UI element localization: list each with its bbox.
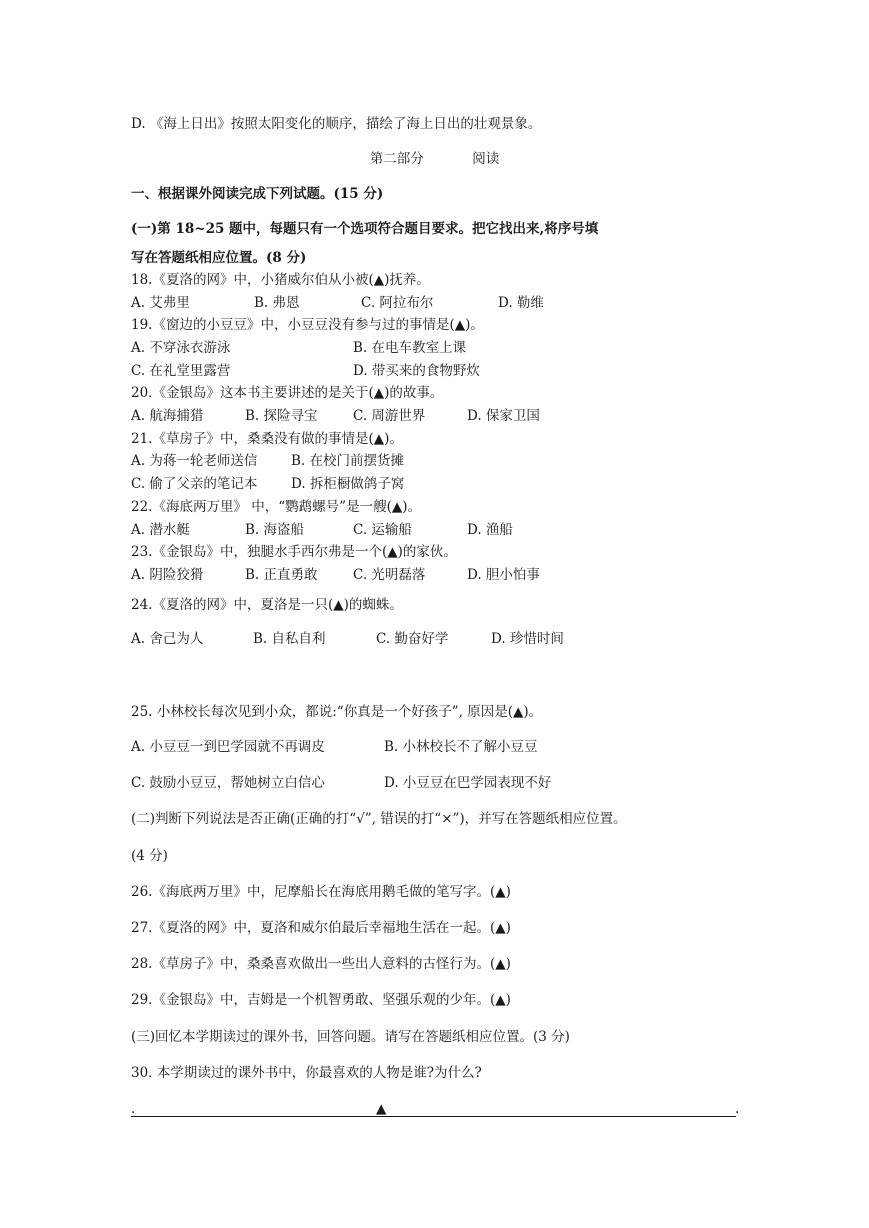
part-subtitle-label: 阅读	[472, 151, 500, 167]
q24-option-d: D. 珍惜时间	[491, 631, 564, 647]
q18-stem: 18.《夏洛的网》中，小猪威尔伯从小被(▲)抚养。	[131, 272, 430, 288]
q20-stem: 20.《金银岛》这本书主要讲述的是关于(▲)的故事。	[131, 385, 444, 401]
q28-statement: 28.《草房子》中，桑桑喜欢做出一些出人意料的古怪行为。(▲)	[131, 956, 511, 972]
q27-statement: 27.《夏洛的网》中，夏洛和威尔伯最后幸福地生活在一起。(▲)	[131, 920, 511, 936]
q22-option-a: A. 潜水艇	[131, 522, 190, 538]
sub2-heading-line1: (二)判断下列说法是否正确(正确的打“√”, 错误的打“×”)，并写在答题纸相应位置。	[131, 811, 627, 827]
q24-option-b: B. 自私自利	[253, 631, 326, 647]
sub3-heading: (三)回忆本学期读过的课外书，回答问题。请写在答题纸相应位置。(3 分)	[131, 1029, 570, 1045]
q26-statement: 26.《海底两万里》中，尼摩船长在海底用鹅毛做的笔写字。(▲)	[131, 884, 511, 900]
q20-option-d: D. 保家卫国	[467, 408, 540, 424]
q18-option-d: D. 勒维	[498, 295, 544, 311]
q18-option-b: B. 弗恩	[254, 295, 300, 311]
q29-statement: 29.《金银岛》中，吉姆是一个机智勇敢、坚强乐观的少年。(▲)	[131, 992, 511, 1008]
part-title-label: 第二部分	[369, 151, 424, 167]
q18-option-a: A. 艾弗里	[131, 295, 190, 311]
q19-stem: 19.《窗边的小豆豆》中，小豆豆没有参与过的事情是(▲)。	[131, 317, 484, 333]
q24-stem: 24.《夏洛的网》中，夏洛是一只(▲)的蜘蛛。	[131, 597, 403, 613]
q19-option-a: A. 不穿泳衣游泳	[131, 340, 231, 356]
answer-line-end: .	[735, 1101, 740, 1117]
q24-option-c: C. 勤奋好学	[376, 631, 449, 647]
q20-option-c: C. 周游世界	[353, 408, 426, 424]
q25-option-c: C. 鼓励小豆豆，帮她树立白信心	[131, 775, 325, 791]
q30-question: 30. 本学期读过的课外书中，你最喜欢的人物是谁?为什么?	[131, 1065, 482, 1081]
q23-option-d: D. 胆小怕事	[467, 567, 540, 583]
top-option-d: D. 《海上日出》按照太阳变化的顺序，描绘了海上日出的壮观景象。	[131, 116, 542, 132]
q22-stem: 22.《海底两万里》 中，“鹦鹉螺号”是一艘(▲)。	[131, 499, 421, 515]
q22-option-c: C. 运输船	[353, 522, 412, 538]
q19-option-d: D. 带买来的食物野炊	[353, 363, 480, 379]
q21-option-d: D. 拆柜橱做鸽子窝	[291, 476, 405, 492]
part-title	[0, 150, 869, 168]
q18-option-c: C. 阿拉布尔	[361, 295, 434, 311]
q22-option-b: B. 海盗船	[245, 522, 305, 538]
q25-option-a: A. 小豆豆一到巴学园就不再调皮	[131, 739, 325, 755]
q22-option-d: D. 渔船	[467, 522, 513, 538]
sub1-heading-line1: (一)第 18~25 题中，每题只有一个选项符合题目要求。把它找出来,将序号填	[131, 221, 599, 237]
q23-option-a: A. 阴险狡猾	[131, 567, 204, 583]
q21-stem: 21.《草房子》中，桑桑没有做的事情是(▲)。	[131, 431, 403, 447]
q19-option-c: C. 在礼堂里露营	[131, 363, 231, 379]
q25-stem: 25. 小林校长每次见到小众，都说:“你真是一个好孩子”, 原因是(▲)。	[131, 704, 543, 720]
q23-option-c: C. 光明磊落	[353, 567, 426, 583]
q20-option-b: B. 探险寻宝	[245, 408, 318, 424]
section1-heading: 一、根据课外阅读完成下列试题。(15 分)	[131, 186, 384, 202]
answer-underline	[131, 1116, 736, 1117]
q24-option-a: A. 舍己为人	[131, 631, 204, 647]
q25-option-b: B. 小林校长不了解小豆豆	[384, 739, 538, 755]
answer-marker: ▲	[376, 1101, 387, 1117]
q23-option-b: B. 正直勇敢	[245, 567, 318, 583]
sub2-heading-line2: (4 分)	[131, 848, 168, 864]
q19-option-b: B. 在电车教室上课	[353, 340, 467, 356]
q21-option-c: C. 偷了父亲的笔记本	[131, 476, 258, 492]
q21-option-a: A. 为蒋一轮老师送信	[131, 453, 258, 469]
q21-option-b: B. 在校门前摆货摊	[291, 453, 405, 469]
answer-line-start: .	[131, 1101, 136, 1117]
q23-stem: 23.《金银岛》中，独腿水手西尔弗是一个(▲)的家伙。	[131, 544, 457, 560]
q25-option-d: D. 小豆豆在巴学园表现不好	[384, 775, 552, 791]
sub1-heading-line2: 写在答题纸相应位置。(8 分)	[131, 250, 307, 266]
q20-option-a: A. 航海捕猎	[131, 408, 204, 424]
